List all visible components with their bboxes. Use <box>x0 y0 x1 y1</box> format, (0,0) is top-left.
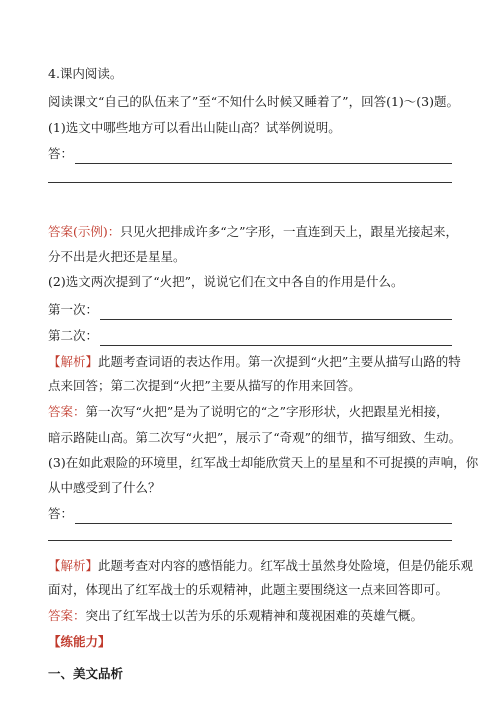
answer-rule[interactable] <box>75 149 452 164</box>
sub2-answer-line-2: 暗示路陡山高。第二次写“火把”，展示了“奇观”的细节，描写细致、生动。 <box>48 430 462 445</box>
sub3-answer-text: 突出了红军战士以苦为乐的乐观精神和蔑视困难的英雄气概。 <box>85 608 424 623</box>
answer-blank-1 <box>48 144 452 164</box>
answer-rule-full[interactable] <box>48 540 452 541</box>
sub-question-2: (2)选文两次提到了“火把”，说说它们在文中各自的作用是什么。 <box>48 274 404 289</box>
section-one-heading: 一、美文品析 <box>48 666 124 681</box>
sub2-analysis-line-2: 点来回答；第二次提到“火把”主要从描写的作用来回答。 <box>48 378 361 393</box>
answer-blank-second <box>48 326 452 346</box>
answer-rule[interactable] <box>100 331 452 346</box>
analysis-tag: 【解析】 <box>48 558 99 573</box>
sub3-analysis-text-1: 此题考查对内容的感悟能力。红军战士虽然身处险境，但是仍能乐观 <box>98 558 474 573</box>
answer-blank-first <box>48 300 452 320</box>
question-4-title: 4.课内阅读。 <box>48 66 123 81</box>
answer-tag: 答案： <box>48 608 86 623</box>
sub1-answer-line-1 <box>48 222 459 242</box>
answer-example-tag: 答案(示例)： <box>48 224 121 239</box>
answer-label: 答： <box>48 146 74 161</box>
sub2-answer-line-1 <box>48 402 452 422</box>
sub-question-1: (1)选文中哪些地方可以看出山陡山高？试举例说明。 <box>48 120 341 135</box>
sub2-analysis-text-1: 此题考查词语的表达作用。第一次提到“火把”主要从描写山路的特 <box>98 354 461 369</box>
answer-rule-full[interactable] <box>48 182 452 183</box>
analysis-tag: 【解析】 <box>48 354 99 369</box>
sub-question-3-line-2: 从中感受到了什么？ <box>48 480 161 495</box>
answer-blank-3 <box>48 504 452 524</box>
first-label: 第一次： <box>48 302 99 317</box>
sub2-analysis-line-1 <box>48 352 461 372</box>
answer-rule[interactable] <box>100 305 452 320</box>
sub1-answer-line-2: 分不出是火把还是星星。 <box>48 249 186 264</box>
answer-label: 答： <box>48 506 74 521</box>
sub1-answer-text-1: 只见火把排成许多“之”字形，一直连到天上，跟星光接起来， <box>120 224 459 239</box>
sub3-answer-line <box>48 606 452 626</box>
sub3-analysis-line-2: 面对，体现出了红军战士的乐观精神，此题主要围绕这一点来回答即可。 <box>48 582 449 597</box>
sub3-analysis-line-1 <box>48 556 474 576</box>
sub2-answer-text-1: 第一次写“火把”是为了说明它的“之”字形形状，火把跟星光相接， <box>85 404 449 419</box>
question-4-intro: 阅读课文“自己的队伍来了”至“不知什么时候又睡着了”，回答(1)～(3)题。 <box>48 94 459 109</box>
answer-rule[interactable] <box>75 509 452 524</box>
answer-tag: 答案： <box>48 404 86 419</box>
second-label: 第二次： <box>48 328 99 343</box>
sub-question-3-line-1: (3)在如此艰险的环境里，红军战士却能欣赏天上的星星和不可捉摸的声响，你 <box>48 455 479 470</box>
section-practice-heading: 【练能力】 <box>48 634 111 649</box>
